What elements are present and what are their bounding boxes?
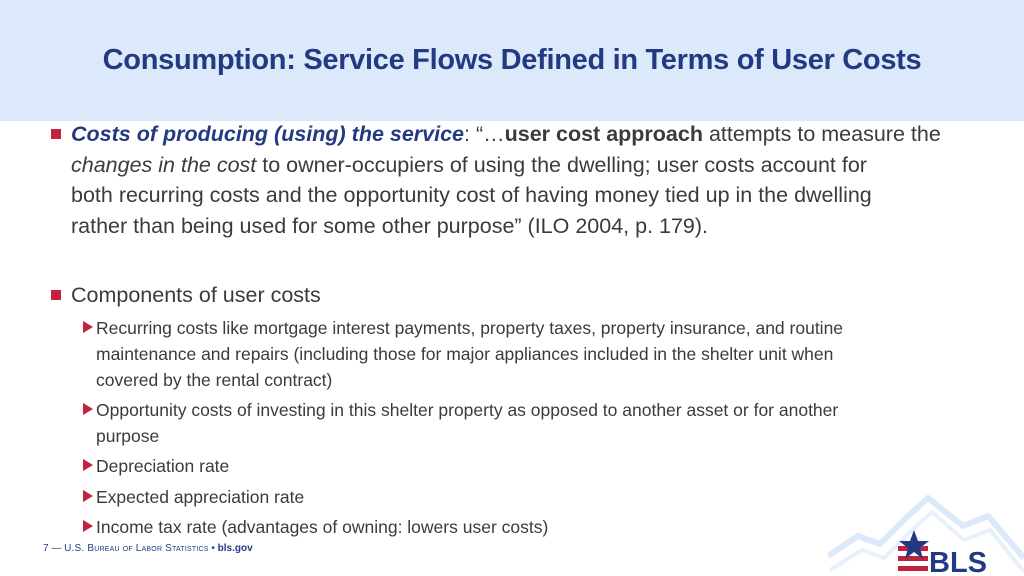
bullet-1-text-1: attempts to measure the [702,122,941,146]
arrow-bullet-icon [83,490,93,502]
arrow-bullet-icon [83,321,93,333]
sub-item-2 [96,397,956,449]
sub-item-line: Income tax rate (advantages of owning: lowers user costs) [96,517,549,537]
sub-item-line: covered by the rental contract) [96,370,333,390]
bullet-1-line-4: rather than being used for some other purpose” (ILO 2004, p. 179). [71,213,709,238]
bullet-1-text-2: to owner-occupiers of using the dwelling; user costs account for [256,152,867,177]
bullet-2-label: Components of user costs [71,283,321,307]
sub-item-4 [96,484,956,510]
sub-item-line: maintenance and repairs (including those for major appliances included in the shelter unit when [96,344,834,364]
arrow-bullet-icon [83,403,93,415]
bullet-square [51,129,61,139]
slide-header [0,0,1024,121]
bullet-1-italic-phrase: changes in the cost [71,152,257,177]
sub-item-line: Depreciation rate [96,456,230,476]
page-number: 7 [43,543,49,554]
bls-logo [828,486,1024,576]
sub-item-5 [96,514,956,540]
footer-separator: • [211,543,215,554]
sub-item-line: purpose [96,426,160,446]
star-icon [899,530,929,559]
sub-item-3 [96,453,956,479]
sub-item-line: Opportunity costs of investing in this shelter property as opposed to another asset or for another [96,400,839,420]
logo-text: BLS [929,547,987,576]
arrow-bullet-icon [83,520,93,532]
bullet-1-text [71,119,991,241]
bullet-1-lead: Costs of producing (using) the service [71,122,465,146]
slide-footer [43,543,253,554]
bullet-1-colon-quote: : “… [464,122,505,146]
sub-item-line: Expected appreciation rate [96,487,305,507]
bullet-1-line-2 [71,150,991,181]
site-link[interactable]: bls.gov [217,543,253,554]
arrow-bullet-icon [83,459,93,471]
bullet-square [51,290,61,300]
agency-name: U.S. Bureau of Labor Statistics [64,543,209,554]
bullet-1-line-1 [71,119,991,150]
bullet-1-bold-phrase: user cost approach [504,122,703,146]
bullet-1-line-3: both recurring costs and the opportunity cost of having money tied up in the dwelling [71,183,872,207]
sub-item-1 [96,315,956,393]
slide-title: Consumption: Service Flows Defined in Terms of User Costs [102,44,922,76]
sub-item-line: Recurring costs like mortgage interest payments, property taxes, property insurance, and routine [96,318,844,338]
footer-dash: — [51,543,62,554]
